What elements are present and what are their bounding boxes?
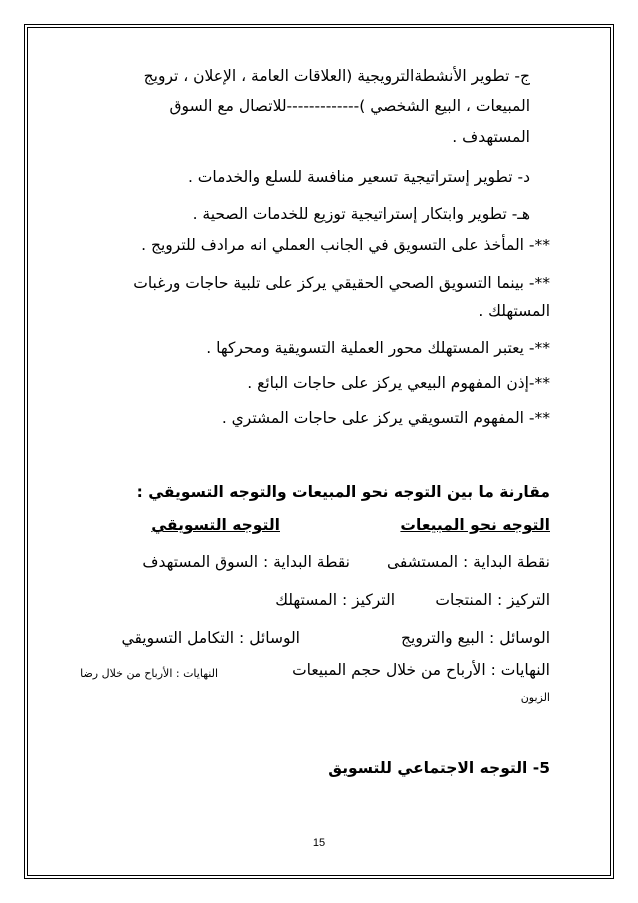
note-4: **-إذن المفهوم البيعي يركز على حاجات البائع . <box>247 374 550 392</box>
row-ends-marketing: النهايات : الأرباح من خلال رضا <box>80 667 218 680</box>
page-number: 15 <box>312 837 326 849</box>
note-2-line2: المستهلك . <box>478 302 550 320</box>
row-focus-sales: التركيز : المنتجات <box>435 591 550 609</box>
col-marketing-header: التوجه التسويقي <box>151 516 280 534</box>
row-ends-continuation: الزبون <box>520 691 550 704</box>
row-means-sales: الوسائل : البيع والترويج <box>401 629 550 647</box>
note-3: **- يعتبر المستهلك محور العملية التسويقية ومحركها . <box>206 339 550 357</box>
promo-item-c-line2: المبيعات ، البيع الشخصي )-------------للاتصال مع السوق <box>169 97 530 115</box>
promo-item-c-line3: المستهدف . <box>452 128 530 146</box>
row-start-marketing: نقطة البداية : السوق المستهدف <box>142 553 350 571</box>
promo-item-e: هـ- تطوير وابتكار إستراتيجية توزيع للخدمات الصحية . <box>192 205 530 223</box>
col-sales-header: التوجه نحو المبيعات <box>400 516 550 534</box>
page-border <box>27 27 611 876</box>
note-1: **- المأخذ على التسويق في الجانب العملي انه مرادف للترويج . <box>141 236 550 254</box>
row-means-marketing: الوسائل : التكامل التسويقي <box>121 629 300 647</box>
row-ends-sales: النهايات : الأرباح من خلال حجم المبيعات <box>292 661 550 679</box>
section-5-heading: 5- التوجه الاجتماعي للتسويق <box>328 759 550 777</box>
note-5: **- المفهوم التسويقي يركز على حاجات المشتري . <box>221 409 550 427</box>
note-2-line1: **- بينما التسويق الصحي الحقيقي يركز على تلبية حاجات ورغبات <box>133 274 550 292</box>
row-focus-marketing: التركيز : المستهلك <box>275 591 395 609</box>
promo-item-d: د- تطوير إستراتيجية تسعير منافسة للسلع والخدمات . <box>187 168 530 186</box>
promo-item-c-line1: ج- تطوير الأنشطةالترويجية (العلاقات العامة ، الإعلان ، ترويج <box>143 67 530 85</box>
comparison-heading: مقارنة ما بين التوجه نحو المبيعات والتوجه التسويقي : <box>136 483 550 501</box>
row-start-sales: نقطة البداية : المستشفى <box>386 553 550 571</box>
